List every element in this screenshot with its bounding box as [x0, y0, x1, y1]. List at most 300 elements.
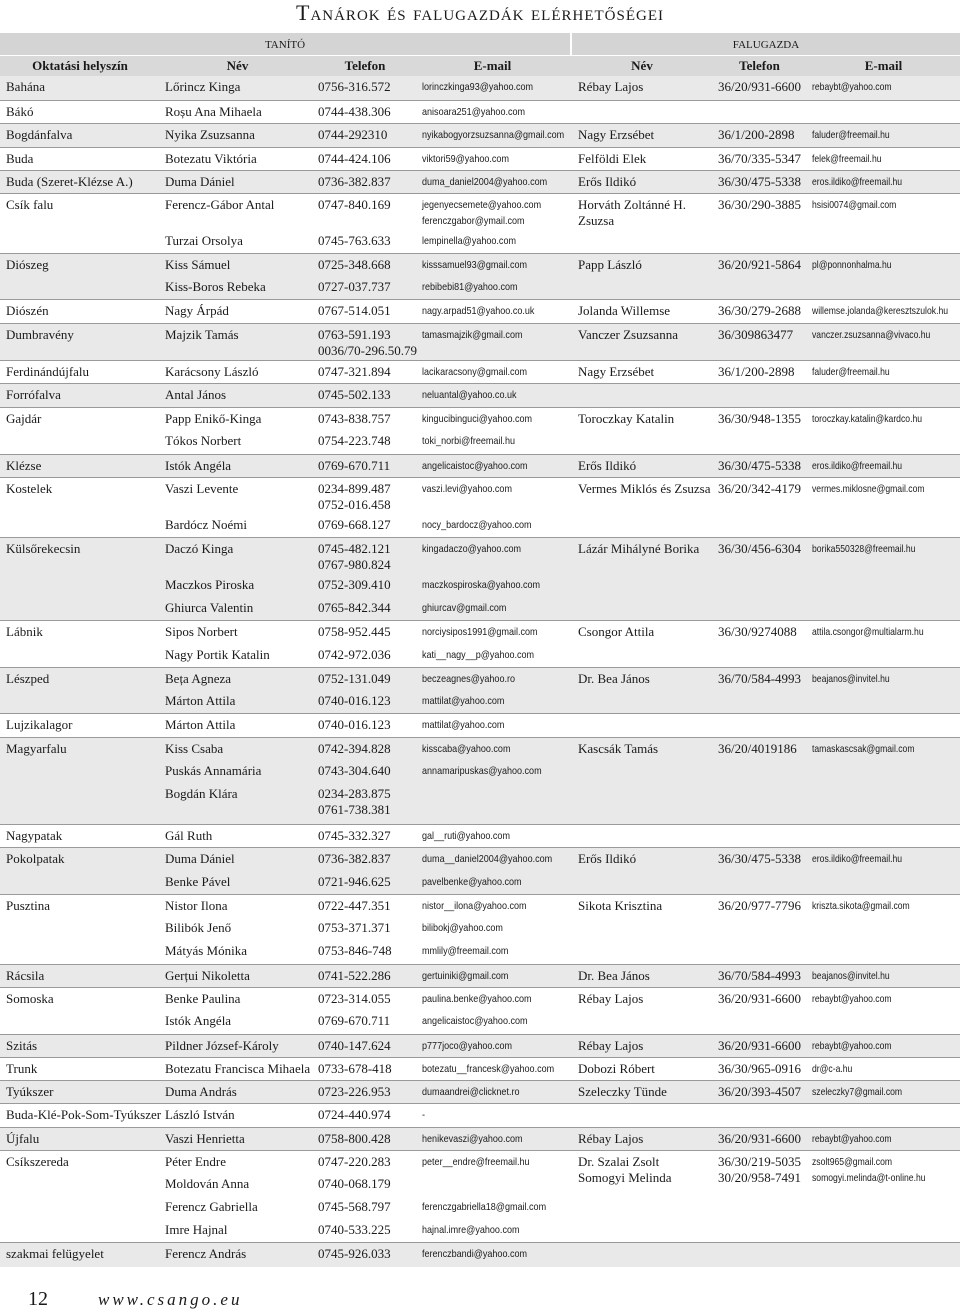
- table-row: [0, 407, 960, 431]
- farmer-email-cell: eros.ildiko@freemail.hu: [812, 176, 903, 188]
- teacher-phone-cell: 0756-316.572: [318, 79, 391, 94]
- farmer-phone-cell: 36/20/931-6600: [718, 991, 802, 1006]
- table-row: [0, 597, 960, 620]
- teacher-name-cell: Gerțui Nikoletta: [165, 968, 250, 983]
- teacher-phone-cell: 0724-440.974: [318, 1107, 391, 1122]
- teacher-name-cell: Roșu Ana Mihaela: [165, 104, 262, 119]
- location-cell: Somoska: [6, 991, 54, 1006]
- table-row: [0, 323, 960, 361]
- table-row: [0, 871, 960, 894]
- farmer-email-cell: faluder@freemail.hu: [812, 129, 890, 141]
- farmer-name-cell: Sikota Krisztina: [578, 898, 663, 913]
- column-header-farmer-phone: Telefon: [739, 58, 780, 73]
- teacher-phone-cell: 0742-394.828: [318, 741, 391, 756]
- farmer-phone-cell: 36/70/584-4993: [718, 968, 802, 983]
- farmer-name-cell: Szeleczky Tünde: [578, 1084, 667, 1099]
- farmer-email-cell: faluder@freemail.hu: [812, 366, 890, 378]
- table-row: [0, 1080, 960, 1104]
- teacher-email-cell: duma_daniel2004@yahoo.com: [422, 176, 548, 188]
- farmer-name-cell: Dr. Bea János: [578, 968, 650, 983]
- teacher-email-cell: -: [422, 1109, 426, 1121]
- teacher-name-cell: Bardócz Noémi: [165, 517, 247, 532]
- teacher-email-cell: mattilat@yahoo.com: [422, 695, 505, 707]
- teacher-name-cell: Istók Angéla: [165, 458, 232, 473]
- farmer-name-cell: Rébay Lajos: [578, 991, 644, 1006]
- location-cell: Diószeg: [6, 257, 49, 272]
- teacher-name-cell: Botezatu Viktória: [165, 151, 257, 166]
- farmer-phone-cell: 36/70/584-4993: [718, 671, 802, 686]
- teacher-name-cell: Bogdán Klára: [165, 786, 238, 801]
- table-row: [0, 737, 960, 761]
- teacher-phone-cell: 0769-670.711: [318, 458, 391, 473]
- teacher-email-cell: paulina.benke@yahoo.com: [422, 993, 532, 1005]
- teacher-email-cell: vaszi.levi@yahoo.com: [422, 483, 512, 495]
- farmer-email-cell: beajanos@invitel.hu: [812, 673, 890, 685]
- farmer-phone-cell: 36/30/279-2688: [718, 303, 802, 318]
- column-header-row: [0, 56, 960, 76]
- farmer-phone-cell: 36/30/475-5338: [718, 851, 802, 866]
- table-row: [0, 1010, 960, 1034]
- table-row: [0, 574, 960, 597]
- farmer-phone-cell: 36/30/475-5338: [718, 458, 802, 473]
- teacher-name-cell: Majzik Tamás: [165, 327, 239, 342]
- table-row: [0, 940, 960, 964]
- table-row: [0, 299, 960, 324]
- location-cell: Csíkszereda: [6, 1154, 69, 1169]
- page-title: Tanárok és falugazdák elérhetőségei: [296, 0, 664, 25]
- teacher-name-cell: Pildner József-Károly: [165, 1038, 279, 1053]
- farmer-phone-cell: 36/20/4019186: [718, 741, 797, 756]
- column-header-farmer-email: E-mail: [864, 58, 903, 73]
- farmer-name-cell: Nagy Erzsébet: [578, 127, 655, 142]
- farmer-phone-cell: 36/20/977-7796: [718, 898, 802, 913]
- teacher-name-cell: Kiss-Boros Rebeka: [165, 279, 266, 294]
- teacher-email-cell: angelicaistoc@yahoo.com: [422, 1015, 528, 1027]
- teacher-name-cell: Kiss Sámuel: [165, 257, 231, 272]
- farmer-email-cell: dr@c-a.hu: [812, 1063, 853, 1075]
- teacher-name-cell: Ferencz Gabriella: [165, 1199, 258, 1214]
- farmer-name-cell: Vanczer Zsuzsanna: [578, 327, 678, 342]
- group-header-teacher: tanító: [0, 33, 570, 55]
- teacher-phone-cell: 0723-226.953: [318, 1084, 391, 1099]
- teacher-phone-cell: 0234-283.875 0761-738.381: [318, 786, 391, 817]
- farmer-name-cell: Rébay Lajos: [578, 1038, 644, 1053]
- teacher-email-cell: mmlily@freemail.com: [422, 945, 509, 957]
- teacher-email-cell: peter__endre@freemail.hu: [422, 1156, 530, 1168]
- teacher-name-cell: Kiss Csaba: [165, 741, 224, 756]
- location-cell: Klézse: [6, 458, 42, 473]
- teacher-email-cell: gal__ruti@yahoo.com: [422, 830, 510, 842]
- page-footer: [28, 1288, 242, 1311]
- farmer-email-cell: pl@ponnonhalma.hu: [812, 259, 892, 271]
- farmer-email-cell: rebaybt@yahoo.com: [812, 1040, 892, 1052]
- farmer-phone-cell: 36/30/965-0916: [718, 1061, 802, 1076]
- farmer-email-cell: hsisi0074@gmail.com: [812, 199, 897, 211]
- teacher-email-cell: kisssamuel93@gmail.com: [422, 259, 528, 271]
- teacher-email-cell: dumaandrei@clicknet.ro: [422, 1086, 520, 1098]
- farmer-phone-cell: 36/20/921-5864: [718, 257, 802, 272]
- teacher-phone-cell: 0747-840.169: [318, 197, 391, 212]
- farmer-name-cell: Csongor Attila: [578, 624, 655, 639]
- teacher-email-cell: anisoara251@yahoo.com: [422, 106, 526, 118]
- farmer-name-cell: Felföldi Elek: [578, 151, 647, 166]
- teacher-phone-cell: 0740-016.123: [318, 717, 391, 732]
- farmer-email-cell: toroczkay.katalin@kardco.hu: [812, 413, 923, 425]
- table-row: [0, 690, 960, 713]
- table-row: [0, 454, 960, 478]
- teacher-email-cell: jegenyecsemete@yahoo.com ferenczgabor@ymail.com: [422, 199, 542, 227]
- farmer-name-cell: Horváth Zoltánné H. Zsuzsa: [578, 197, 686, 228]
- teacher-email-cell: neluantal@yahoo.co.uk: [422, 389, 517, 401]
- location-cell: Tyúkszer: [6, 1084, 54, 1099]
- farmer-phone-cell: 36/20/342-4179: [718, 481, 802, 496]
- teacher-email-cell: nagy.arpad51@yahoo.co.uk: [422, 305, 535, 317]
- teacher-email-cell: duma__daniel2004@yahoo.com: [422, 853, 553, 865]
- location-cell: Nagypatak: [6, 828, 63, 843]
- location-cell: Bahána: [6, 79, 45, 94]
- teacher-name-cell: Botezatu Francisca Mihaela: [165, 1061, 311, 1076]
- table-row: [0, 987, 960, 1011]
- teacher-name-cell: Gál Ruth: [165, 828, 213, 843]
- teacher-phone-cell: 0234-899.487 0752-016.458: [318, 481, 391, 512]
- table-row: [0, 917, 960, 940]
- table-row: [0, 230, 960, 253]
- location-cell: Gajdár: [6, 411, 42, 426]
- page-number: 12: [28, 1288, 48, 1310]
- group-header-village-farmer: falugazda: [572, 33, 960, 55]
- location-cell: Trunk: [6, 1061, 38, 1076]
- table-row: [0, 1103, 960, 1128]
- location-cell: Lészped: [6, 671, 50, 686]
- column-header-farmer-name: Név: [631, 58, 653, 73]
- teacher-email-cell: viktori59@yahoo.com: [422, 153, 509, 165]
- table-row: [0, 783, 960, 824]
- teacher-phone-cell: 0745-502.133: [318, 387, 391, 402]
- table-row: [0, 1196, 960, 1219]
- farmer-name-cell: Nagy Erzsébet: [578, 364, 655, 379]
- teacher-email-cell: kingadaczo@yahoo.com: [422, 543, 522, 555]
- table-row: [0, 360, 960, 384]
- farmer-phone-cell: 36/20/931-6600: [718, 1038, 802, 1053]
- farmer-email-cell: eros.ildiko@freemail.hu: [812, 460, 903, 472]
- farmer-email-cell: kriszta.sikota@gmail.com: [812, 900, 910, 912]
- location-cell: Lujzikalagor: [6, 717, 73, 732]
- teacher-phone-cell: 0741-522.286: [318, 968, 391, 983]
- teacher-phone-cell: 0758-952.445: [318, 624, 391, 639]
- teacher-phone-cell: 0744-438.306: [318, 104, 391, 119]
- table-row: [0, 644, 960, 667]
- farmer-phone-cell: 36/20/393-4507: [718, 1084, 802, 1099]
- teacher-phone-cell: 0736-382.837: [318, 851, 391, 866]
- table-row: [0, 760, 960, 783]
- teacher-name-cell: Márton Attila: [165, 717, 236, 732]
- location-cell: Pusztina: [6, 898, 51, 913]
- teacher-phone-cell: 0765-842.344: [318, 600, 391, 615]
- table-row: [0, 847, 960, 872]
- teacher-name-cell: Karácsony László: [165, 364, 259, 379]
- teacher-phone-cell: 0743-838.757: [318, 411, 391, 426]
- table-row: [0, 1127, 960, 1151]
- table-row: [0, 383, 960, 408]
- location-cell: Lábnik: [6, 624, 43, 639]
- table-row: [0, 147, 960, 171]
- teacher-phone-cell: 0769-670.711: [318, 1013, 391, 1028]
- column-header-phone: Telefon: [344, 58, 386, 73]
- website-url: www.csango.eu: [98, 1290, 243, 1309]
- table-row: [0, 170, 960, 194]
- teacher-phone-cell: 0745-332.327: [318, 828, 391, 843]
- teacher-phone-cell: 0725-348.668: [318, 257, 391, 272]
- table-row: [0, 1219, 960, 1242]
- location-cell: Dumbravény: [6, 327, 74, 342]
- teacher-phone-cell: 0733-678-418: [318, 1061, 392, 1076]
- teacher-phone-cell: 0745-482.121 0767-980.824: [318, 541, 391, 572]
- column-header-location: Oktatási helyszín: [32, 58, 128, 73]
- location-cell: Kostelek: [6, 481, 53, 496]
- farmer-name-cell: Erős Ildikó: [578, 458, 637, 473]
- farmer-name-cell: Papp László: [578, 257, 642, 272]
- table-row: [0, 477, 960, 515]
- teacher-name-cell: Mátyás Mónika: [165, 943, 247, 958]
- location-cell: Buda-Klé-Pok-Som-Tyúkszer: [6, 1107, 162, 1122]
- farmer-name-cell: Vermes Miklós és Zsuzsa: [578, 481, 711, 496]
- teacher-name-cell: Duma András: [165, 1084, 237, 1099]
- teacher-name-cell: Nyika Zsuzsanna: [165, 127, 255, 142]
- teacher-phone-cell: 0740-068.179: [318, 1176, 391, 1191]
- farmer-name-cell: Dr. Bea János: [578, 671, 650, 686]
- table-row: [0, 537, 960, 575]
- teacher-phone-cell: 0736-382.837: [318, 174, 391, 189]
- farmer-email-cell: vanczer.zsuzsanna@vivaco.hu: [812, 329, 931, 341]
- teacher-name-cell: Papp Enikő-Kinga: [165, 411, 262, 426]
- teacher-phone-cell: 0747-220.283: [318, 1154, 391, 1169]
- teacher-name-cell: Nagy Árpád: [165, 303, 229, 318]
- teacher-phone-cell: 0767-514.051: [318, 303, 391, 318]
- table-row: [0, 276, 960, 299]
- location-cell: Csík falu: [6, 197, 54, 212]
- farmer-phone-cell: 36/30/219-5035 30/20/958-7491: [718, 1154, 802, 1185]
- location-cell: Pokolpatak: [6, 851, 65, 866]
- table-row: [0, 76, 960, 100]
- teacher-email-cell: maczkospiroska@yahoo.com: [422, 579, 541, 591]
- teacher-email-cell: nistor__ilona@yahoo.com: [422, 900, 527, 912]
- location-cell: Szitás: [6, 1038, 38, 1053]
- farmer-phone-cell: 36/30/290-3885: [718, 197, 802, 212]
- teacher-phone-cell: 0754-223.748: [318, 433, 391, 448]
- teacher-name-cell: Turzai Orsolya: [165, 233, 243, 248]
- teacher-phone-cell: 0745-568.797: [318, 1199, 391, 1214]
- teacher-name-cell: Duma Dániel: [165, 174, 235, 189]
- farmer-phone-cell: 36/30/456-6304: [718, 541, 802, 556]
- teacher-name-cell: Vaszi Levente: [165, 481, 239, 496]
- teacher-phone-cell: 0753-846-748: [318, 943, 392, 958]
- teacher-name-cell: Lőrincz Kinga: [165, 79, 241, 94]
- farmer-phone-cell: 36/20/931-6600: [718, 79, 802, 94]
- farmer-email-cell: szeleczky7@gmail.com: [812, 1086, 903, 1098]
- farmer-email-cell: willemse.jolanda@keresztszulok.hu: [812, 305, 949, 317]
- teacher-email-cell: kati__nagy__p@yahoo.com: [422, 649, 535, 661]
- teacher-email-cell: ferenczbandi@yahoo.com: [422, 1248, 528, 1260]
- location-cell: Külsőrekecsin: [6, 541, 81, 556]
- teacher-name-cell: Vaszi Henrietta: [165, 1131, 245, 1146]
- location-cell: szakmai felügyelet: [6, 1246, 104, 1261]
- teacher-phone-cell: 0742-972.036: [318, 647, 391, 662]
- teacher-email-cell: hajnal.imre@yahoo.com: [422, 1224, 520, 1236]
- farmer-phone-cell: 36/30/948-1355: [718, 411, 802, 426]
- farmer-email-cell: felek@freemail.hu: [812, 153, 882, 165]
- table-row: [0, 514, 960, 537]
- teacher-name-cell: Ferencz-Gábor Antal: [165, 197, 275, 212]
- teacher-email-cell: pavelbenke@yahoo.com: [422, 876, 522, 888]
- teacher-phone-cell: 0740-147.624: [318, 1038, 391, 1053]
- teacher-name-cell: Duma Dániel: [165, 851, 235, 866]
- farmer-email-cell: attila.csongor@multialarm.hu: [812, 626, 924, 638]
- table-row: [0, 894, 960, 918]
- teacher-phone-cell: 0747-321.894: [318, 364, 391, 379]
- location-cell: Újfalu: [6, 1131, 40, 1146]
- teacher-name-cell: Istók Angéla: [165, 1013, 232, 1028]
- teacher-phone-cell: 0740-533.225: [318, 1222, 391, 1237]
- table-row: [0, 667, 960, 691]
- farmer-name-cell: Erős Ildikó: [578, 174, 637, 189]
- teacher-email-cell: annamaripuskas@yahoo.com: [422, 765, 542, 777]
- farmer-email-cell: rebaybt@yahoo.com: [812, 993, 892, 1005]
- teacher-name-cell: László István: [165, 1107, 235, 1122]
- teacher-email-cell: norciysipos1991@gmail.com: [422, 626, 538, 638]
- farmer-email-cell: borika550328@freemail.hu: [812, 543, 916, 555]
- teacher-name-cell: Moldován Anna: [165, 1176, 250, 1191]
- teacher-name-cell: Bilibók Jenő: [165, 920, 232, 935]
- teacher-name-cell: Beța Agneza: [165, 671, 232, 686]
- location-cell: Buda: [6, 151, 34, 166]
- teacher-phone-cell: 0763-591.193 0036/70-296.50.79: [318, 327, 417, 358]
- farmer-name-cell: Rébay Lajos: [578, 1131, 644, 1146]
- teacher-email-cell: kisscaba@yahoo.com: [422, 743, 511, 755]
- teacher-name-cell: Benke Paulina: [165, 991, 241, 1006]
- table-row: [0, 1173, 960, 1196]
- farmer-name-cell: Dobozi Róbert: [578, 1061, 655, 1076]
- farmer-phone-cell: 36/20/931-6600: [718, 1131, 802, 1146]
- teacher-phone-cell: 0758-800.428: [318, 1131, 391, 1146]
- farmer-name-cell: Dr. Szalai Zsolt Somogyi Melinda: [578, 1154, 672, 1185]
- teacher-name-cell: Nistor Ilona: [165, 898, 228, 913]
- farmer-email-cell: rebaybt@yahoo.com: [812, 1133, 892, 1145]
- teacher-email-cell: nocy_bardocz@yahoo.com: [422, 519, 532, 531]
- teacher-name-cell: Ghiurca Valentin: [165, 600, 254, 615]
- teacher-email-cell: botezatu__francesk@yahoo.com: [422, 1063, 555, 1075]
- table-row: [0, 713, 960, 738]
- teacher-email-cell: angelicaistoc@yahoo.com: [422, 460, 528, 472]
- teacher-email-cell: nyikabogyorzsuzsanna@gmail.com: [422, 129, 565, 141]
- location-cell: Magyarfalu: [6, 741, 67, 756]
- table-row: [0, 824, 960, 848]
- teacher-name-cell: Ferencz András: [165, 1246, 247, 1261]
- location-cell: Bákó: [6, 104, 34, 119]
- farmer-phone-cell: 36/1/200-2898: [718, 364, 795, 379]
- teacher-name-cell: Puskás Annamária: [165, 763, 262, 778]
- teacher-phone-cell: 0744-292310: [318, 127, 388, 142]
- teacher-name-cell: Tókos Norbert: [165, 433, 242, 448]
- teacher-name-cell: Benke Pável: [165, 874, 231, 889]
- teacher-name-cell: Péter Endre: [165, 1154, 227, 1169]
- teacher-email-cell: lacikaracsony@gmail.com: [422, 366, 528, 378]
- table-row: [0, 620, 960, 645]
- farmer-name-cell: Erős Ildikó: [578, 851, 637, 866]
- farmer-name-cell: Lázár Mihályné Borika: [578, 541, 700, 556]
- teacher-email-cell: ferenczgabriella18@gmail.com: [422, 1201, 547, 1213]
- teacher-phone-cell: 0745-763.633: [318, 233, 391, 248]
- teacher-phone-cell: 0744-424.106: [318, 151, 391, 166]
- farmer-name-cell: Jolanda Willemse: [578, 303, 671, 318]
- teacher-phone-cell: 0743-304.640: [318, 763, 391, 778]
- farmer-email-cell: vermes.miklosne@gmail.com: [812, 483, 925, 495]
- teacher-email-cell: beczeagnes@yahoo.ro: [422, 673, 516, 685]
- location-cell: Buda (Szeret-Klézse A.): [6, 174, 133, 189]
- teacher-email-cell: mattilat@yahoo.com: [422, 719, 505, 731]
- teacher-email-cell: gertuiniki@gmail.com: [422, 970, 509, 982]
- farmer-phone-cell: 36/30/475-5338: [718, 174, 802, 189]
- farmer-name-cell: Rébay Lajos: [578, 79, 644, 94]
- location-cell: Diószén: [6, 303, 49, 318]
- teacher-email-cell: kingucibinguci@yahoo.com: [422, 413, 533, 425]
- teacher-phone-cell: 0753-371.371: [318, 920, 391, 935]
- teacher-email-cell: henikevaszi@yahoo.com: [422, 1133, 523, 1145]
- table-row: [0, 1057, 960, 1081]
- location-cell: Bogdánfalva: [6, 127, 73, 142]
- table-row: [0, 123, 960, 148]
- teacher-name-cell: Antal János: [165, 387, 227, 402]
- teacher-phone-cell: 0727-037.737: [318, 279, 391, 294]
- farmer-email-cell: zsolt965@gmail.com somogyi.melinda@t-online.hu: [812, 1156, 926, 1184]
- teacher-phone-cell: 0740-016.123: [318, 693, 391, 708]
- farmer-phone-cell: 36/30/9274088: [718, 624, 797, 639]
- teacher-phone-cell: 0722-447.351: [318, 898, 391, 913]
- teacher-email-cell: p777joco@yahoo.com: [422, 1040, 513, 1052]
- teacher-name-cell: Imre Hajnal: [165, 1222, 228, 1237]
- teacher-phone-cell: 0752-131.049: [318, 671, 391, 686]
- farmer-phone-cell: 36/309863477: [718, 327, 794, 342]
- column-header-email: E-mail: [473, 58, 512, 73]
- teacher-email-cell: lempinella@yahoo.com: [422, 235, 516, 247]
- farmer-email-cell: rebaybt@yahoo.com: [812, 81, 892, 93]
- farmer-phone-cell: 36/1/200-2898: [718, 127, 795, 142]
- farmer-name-cell: Kascsák Tamás: [578, 741, 659, 756]
- teacher-name-cell: Márton Attila: [165, 693, 236, 708]
- teacher-name-cell: Sipos Norbert: [165, 624, 238, 639]
- teacher-email-cell: lorinczkinga93@yahoo.com: [422, 81, 534, 93]
- farmer-email-cell: eros.ildiko@freemail.hu: [812, 853, 903, 865]
- table-row: [0, 964, 960, 988]
- teacher-email-cell: tamasmajzik@gmail.com: [422, 329, 523, 341]
- teacher-phone-cell: 0723-314.055: [318, 991, 391, 1006]
- teacher-phone-cell: 0769-668.127: [318, 517, 391, 532]
- farmer-phone-cell: 36/70/335-5347: [718, 151, 802, 166]
- teacher-name-cell: Daczó Kinga: [165, 541, 234, 556]
- location-cell: Ferdinándújfalu: [6, 364, 90, 379]
- location-cell: Rácsila: [6, 968, 45, 983]
- table-row: [0, 253, 960, 277]
- teacher-phone-cell: 0721-946.625: [318, 874, 391, 889]
- table-row: [0, 193, 960, 231]
- table-row: [0, 1034, 960, 1058]
- teacher-phone-cell: 0752-309.410: [318, 577, 391, 592]
- teacher-email-cell: bilibokj@yahoo.com: [422, 922, 503, 934]
- teacher-email-cell: ghiurcav@gmail.com: [422, 602, 507, 614]
- column-header-name: Név: [226, 58, 249, 73]
- table-row: [0, 1242, 960, 1267]
- farmer-name-cell: Toroczkay Katalin: [578, 411, 675, 426]
- table-row: [0, 100, 960, 124]
